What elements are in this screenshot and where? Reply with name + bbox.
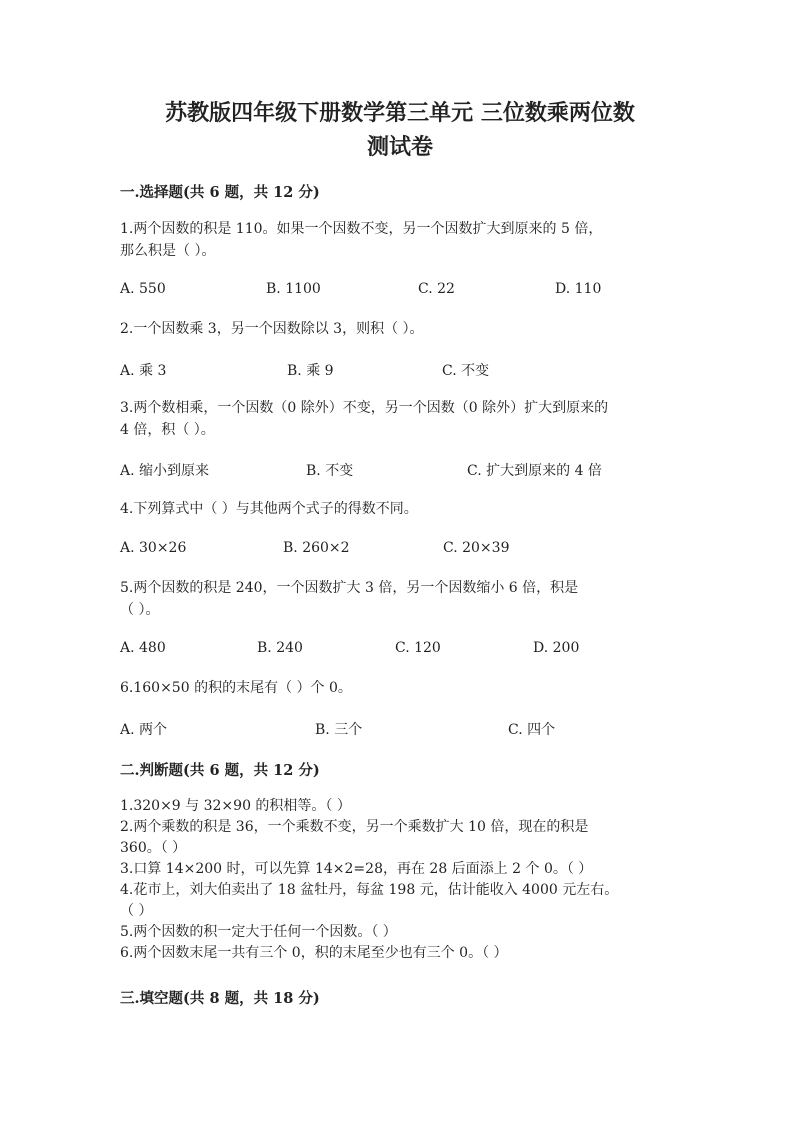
question-1-line2: 那么积是（ ）。 bbox=[120, 243, 216, 259]
option-c: C. 不变 bbox=[442, 363, 490, 379]
option-a: A. 30×26 bbox=[120, 540, 187, 556]
judge-line: 360。（ ） bbox=[120, 840, 187, 856]
option-b: B. 260×2 bbox=[283, 540, 350, 556]
option-c: C. 22 bbox=[418, 281, 455, 297]
page-title-line1: 苏教版四年级下册数学第三单元 三位数乘两位数 bbox=[165, 100, 635, 126]
option-c: C. 扩大到原来的 4 倍 bbox=[467, 463, 602, 479]
page-title-line2: 测试卷 bbox=[366, 134, 433, 160]
option-d: D. 110 bbox=[555, 281, 602, 297]
question-3-line2: 4 倍，积（ ）。 bbox=[120, 422, 215, 438]
option-a: A. 480 bbox=[120, 640, 166, 656]
judge-line: 5.两个因数的积一定大于任何一个因数。（ ） bbox=[120, 924, 397, 940]
judge-line: 4.花市上，刘大伯卖出了 18 盆牡丹，每盆 198 元，估计能收入 4000 元左右。 bbox=[120, 882, 619, 898]
option-c: C. 20×39 bbox=[443, 540, 510, 556]
question-3-line1: 3.两个数相乘，一个因数（0 除外）不变，另一个因数（0 除外）扩大到原来的 bbox=[120, 400, 609, 416]
option-b: B. 乘 9 bbox=[287, 363, 334, 379]
judge-line: 1.320×9 与 32×90 的积相等。（ ） bbox=[120, 798, 351, 814]
option-a: A. 缩小到原来 bbox=[120, 463, 210, 479]
option-b: B. 三个 bbox=[315, 722, 363, 738]
judge-line: 3.口算 14×200 时，可以先算 14×2=28，再在 28 后面添上 2 个 0。（ ） bbox=[120, 861, 593, 877]
option-c: C. 四个 bbox=[508, 722, 556, 738]
question-6: 6.160×50 的积的末尾有（ ）个 0。 bbox=[120, 680, 352, 696]
judge-line: （ ） bbox=[120, 903, 153, 919]
option-a: A. 两个 bbox=[120, 722, 168, 738]
section-heading-choice: 一.选择题(共 6 题，共 12 分) bbox=[120, 184, 320, 201]
question-2: 2.一个因数乘 3，另一个因数除以 3，则积（ ）。 bbox=[120, 321, 424, 337]
option-b: B. 不变 bbox=[306, 463, 354, 479]
section-heading-fill: 三.填空题(共 8 题，共 18 分) bbox=[120, 990, 320, 1007]
option-c: C. 120 bbox=[395, 640, 441, 656]
judge-line: 6.两个因数末尾一共有三个 0，积的末尾至少也有三个 0。（ ） bbox=[120, 945, 508, 961]
option-b: B. 1100 bbox=[266, 281, 321, 297]
option-a: A. 550 bbox=[120, 281, 166, 297]
question-5-line2: （ ）。 bbox=[120, 602, 160, 618]
section-heading-judge: 二.判断题(共 6 题，共 12 分) bbox=[120, 762, 320, 779]
question-4: 4.下列算式中（ ）与其他两个式子的得数不同。 bbox=[120, 501, 418, 517]
option-b: B. 240 bbox=[257, 640, 303, 656]
option-a: A. 乘 3 bbox=[120, 363, 167, 379]
question-5-line1: 5.两个因数的积是 240，一个因数扩大 3 倍，另一个因数缩小 6 倍，积是 bbox=[120, 580, 579, 596]
judge-line: 2.两个乘数的积是 36，一个乘数不变，另一个乘数扩大 10 倍，现在的积是 bbox=[120, 819, 589, 835]
question-1-line1: 1.两个因数的积是 110。如果一个因数不变，另一个因数扩大到原来的 5 倍， bbox=[120, 221, 603, 237]
option-d: D. 200 bbox=[533, 640, 580, 656]
